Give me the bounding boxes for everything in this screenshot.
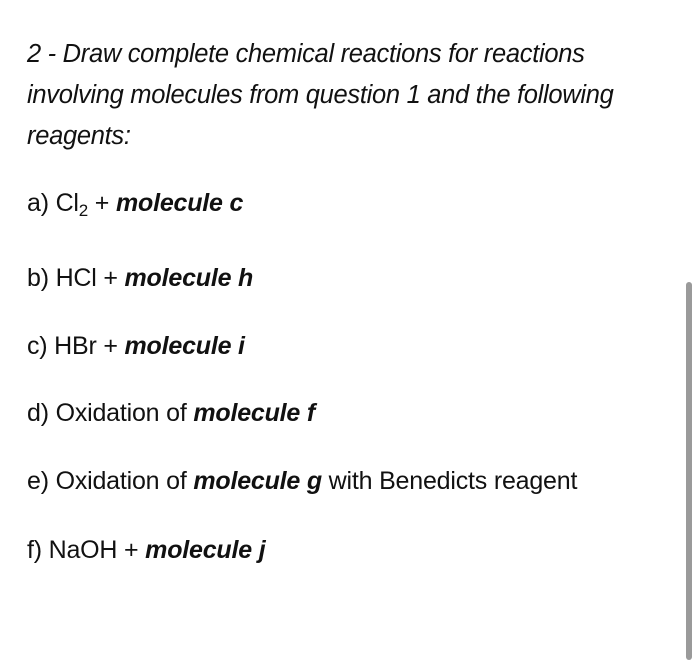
question-line-2: involving molecules from question 1 and the following [27, 81, 614, 109]
question-heading [27, 34, 677, 157]
item-e [27, 465, 577, 497]
item-d-prefix: d) Oxidation of [27, 399, 194, 427]
item-f-prefix: f) NaOH + [27, 536, 146, 564]
item-e-prefix: e) Oxidation of [27, 467, 194, 495]
scrollbar-thumb[interactable] [686, 282, 692, 660]
item-a-molecule: molecule c [115, 189, 244, 217]
item-e-suffix: with Benedicts reagent [321, 467, 578, 495]
item-e-molecule: molecule g [193, 467, 322, 495]
item-b-prefix: b) HCl + [27, 264, 125, 292]
question-line-1: 2 - Draw complete chemical reactions for reactions [27, 40, 585, 68]
item-f [27, 534, 265, 566]
item-a-connector: + [88, 189, 116, 217]
item-c-molecule: molecule i [124, 332, 245, 360]
item-c-prefix: c) HBr + [27, 332, 125, 360]
item-a-subscript: 2 [78, 201, 89, 220]
item-a [27, 187, 243, 219]
item-c [27, 330, 245, 362]
question-line-3: reagents: [27, 122, 131, 150]
item-f-molecule: molecule j [145, 536, 266, 564]
item-b [27, 262, 253, 294]
item-d-molecule: molecule f [193, 399, 315, 427]
item-a-prefix: a) Cl [27, 189, 79, 217]
item-b-molecule: molecule h [124, 264, 254, 292]
item-d [27, 397, 315, 429]
